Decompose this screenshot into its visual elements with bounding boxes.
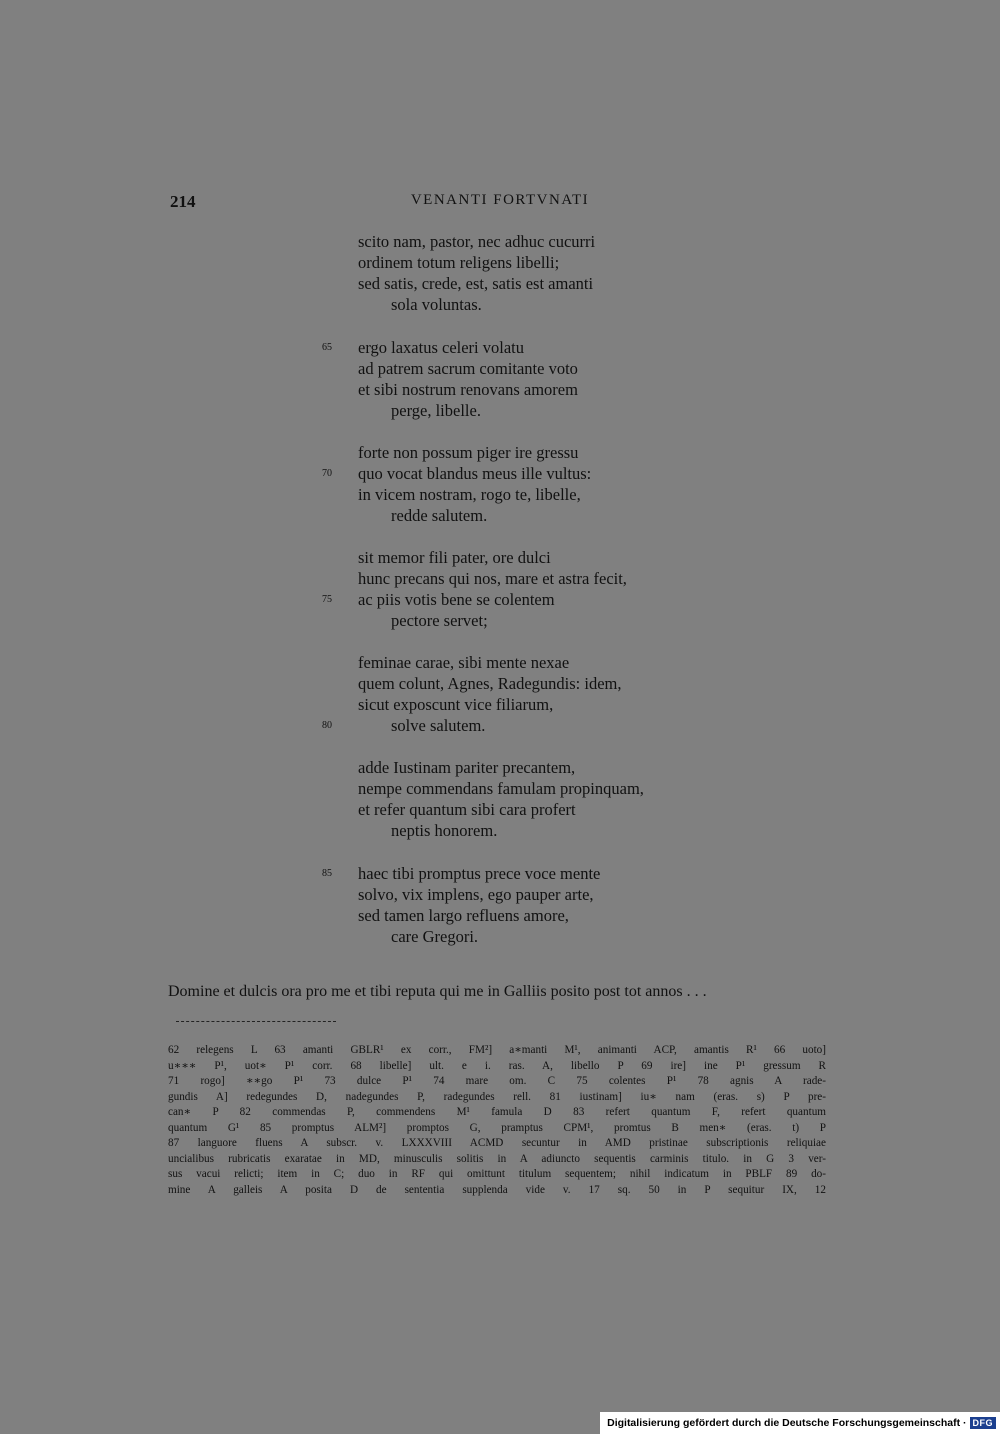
verse-line: pectore servet;	[391, 611, 488, 630]
verse-line: perge, libelle.	[391, 401, 481, 420]
verse-line: et refer quantum sibi cara profert	[358, 800, 576, 819]
running-title: VENANTI FORTVNATI	[410, 192, 590, 208]
verse-line: ac piis votis bene se colentem	[358, 590, 555, 609]
line-number: 85	[322, 868, 332, 879]
credit-text: Digitalisierung gefördert durch die Deutsche Forschungsgemeinschaft ·	[607, 1417, 967, 1429]
verse-line: sit memor fili pater, ore dulci	[358, 548, 551, 567]
verse-line: solvo, vix implens, ego pauper arte,	[358, 885, 594, 904]
verse-line: redde salutem.	[391, 506, 488, 525]
verse-line: hunc precans qui nos, mare et astra fecit,	[358, 569, 627, 588]
footnote-line: 87 languore fluens A subscr. v. LXXXVIII ACMD secuntur in AMD pristinae subscriptionis reliquiae	[168, 1137, 826, 1149]
verse-line: nempe commendans famulam propinquam,	[358, 779, 644, 798]
credit-bar	[600, 1412, 1000, 1434]
verse-line: ad patrem sacrum comitante voto	[358, 359, 578, 378]
dfg-logo: DFG	[970, 1417, 997, 1429]
verse-line: sed satis, crede, est, satis est amanti	[358, 274, 594, 293]
verse-line: care Gregori.	[391, 927, 479, 946]
verse-line: sola voluntas.	[391, 295, 482, 314]
line-number: 70	[322, 468, 332, 479]
footnote-line: can∗ P 82 commendas P, commendens M¹ famula D 83 refert quantum F, refert quantum	[168, 1106, 826, 1118]
line-number: 80	[322, 720, 332, 731]
line-number: 75	[322, 594, 332, 605]
footnote-line: quantum G¹ 85 promptus ALM²] promptos G, pramptus CPM¹, promtus B men∗ (eras. t) P	[168, 1121, 826, 1134]
verse-line: quo vocat blandus meus ille vultus:	[358, 464, 592, 483]
page-header	[170, 192, 830, 216]
footnote-line: uncialibus rubricatis exaratae in MD, minusculis solitis in A adiuncto sequentis carminis titulo. in G 3 ver-	[168, 1152, 826, 1165]
verse-line: haec tibi promptus prece voce mente	[358, 864, 601, 883]
verse-line: in vicem nostram, rogo te, libelle,	[358, 485, 581, 504]
verse-line: et sibi nostrum renovans amorem	[358, 380, 578, 399]
critical-apparatus	[168, 1043, 826, 1198]
verse-line: sed tamen largo refluens amore,	[358, 906, 569, 925]
footnote-rule	[176, 1021, 336, 1023]
footnote-line: sus vacui relicti; item in C; duo in RF qui omittunt titulum sequentem; nihil indicatum in PBLF 89 do-	[168, 1168, 826, 1180]
page-number: 214	[170, 192, 196, 211]
verse-line: neptis honorem.	[391, 821, 498, 840]
verse-line: scito nam, pastor, nec adhuc cucurri	[358, 232, 596, 251]
footnote-line: gundis A] redegundes D, nadegundes P, radegundes rell. 81 iustinam] iu∗ nam (eras. s) P pre-	[168, 1090, 826, 1103]
footnote-line: 71 rogo] ∗∗go P¹ 73 dulce P¹ 74 mare om. C 75 colentes P¹ 78 agnis A rade-	[168, 1075, 826, 1087]
prose-line: Domine et dulcis ora pro me et tibi reputa qui me in Galliis posito post tot annos . . .	[168, 983, 707, 1000]
verse-line: adde Iustinam pariter precantem,	[358, 758, 576, 777]
footnote-line: u∗∗∗ P¹, uot∗ P¹ corr. 68 libelle] ult. e i. ras. A, libello P 69 ire] ine P¹ gressum R	[168, 1059, 826, 1072]
footnote-line: 62 relegens L 63 amanti GBLR¹ ex corr., FM²] a∗manti M¹, animanti ACP, amantis R¹ 66 uoto]	[168, 1044, 826, 1056]
footnote-line: mine A galleis A posita D de sententia supplenda vide v. 17 sq. 50 in P sequitur IX, 12	[168, 1183, 826, 1196]
verse-line: feminae carae, sibi mente nexae	[358, 653, 570, 672]
verse-line: solve salutem.	[391, 716, 486, 735]
verse-line: sicut exposcunt vice filiarum,	[358, 695, 554, 714]
line-number: 65	[322, 342, 332, 353]
verse-line: ordinem totum religens libelli;	[358, 253, 560, 272]
verse-line: forte non possum piger ire gressu	[358, 443, 579, 462]
verse-line: quem colunt, Agnes, Radegundis: idem,	[358, 674, 622, 693]
verse-line: ergo laxatus celeri volatu	[358, 338, 525, 357]
